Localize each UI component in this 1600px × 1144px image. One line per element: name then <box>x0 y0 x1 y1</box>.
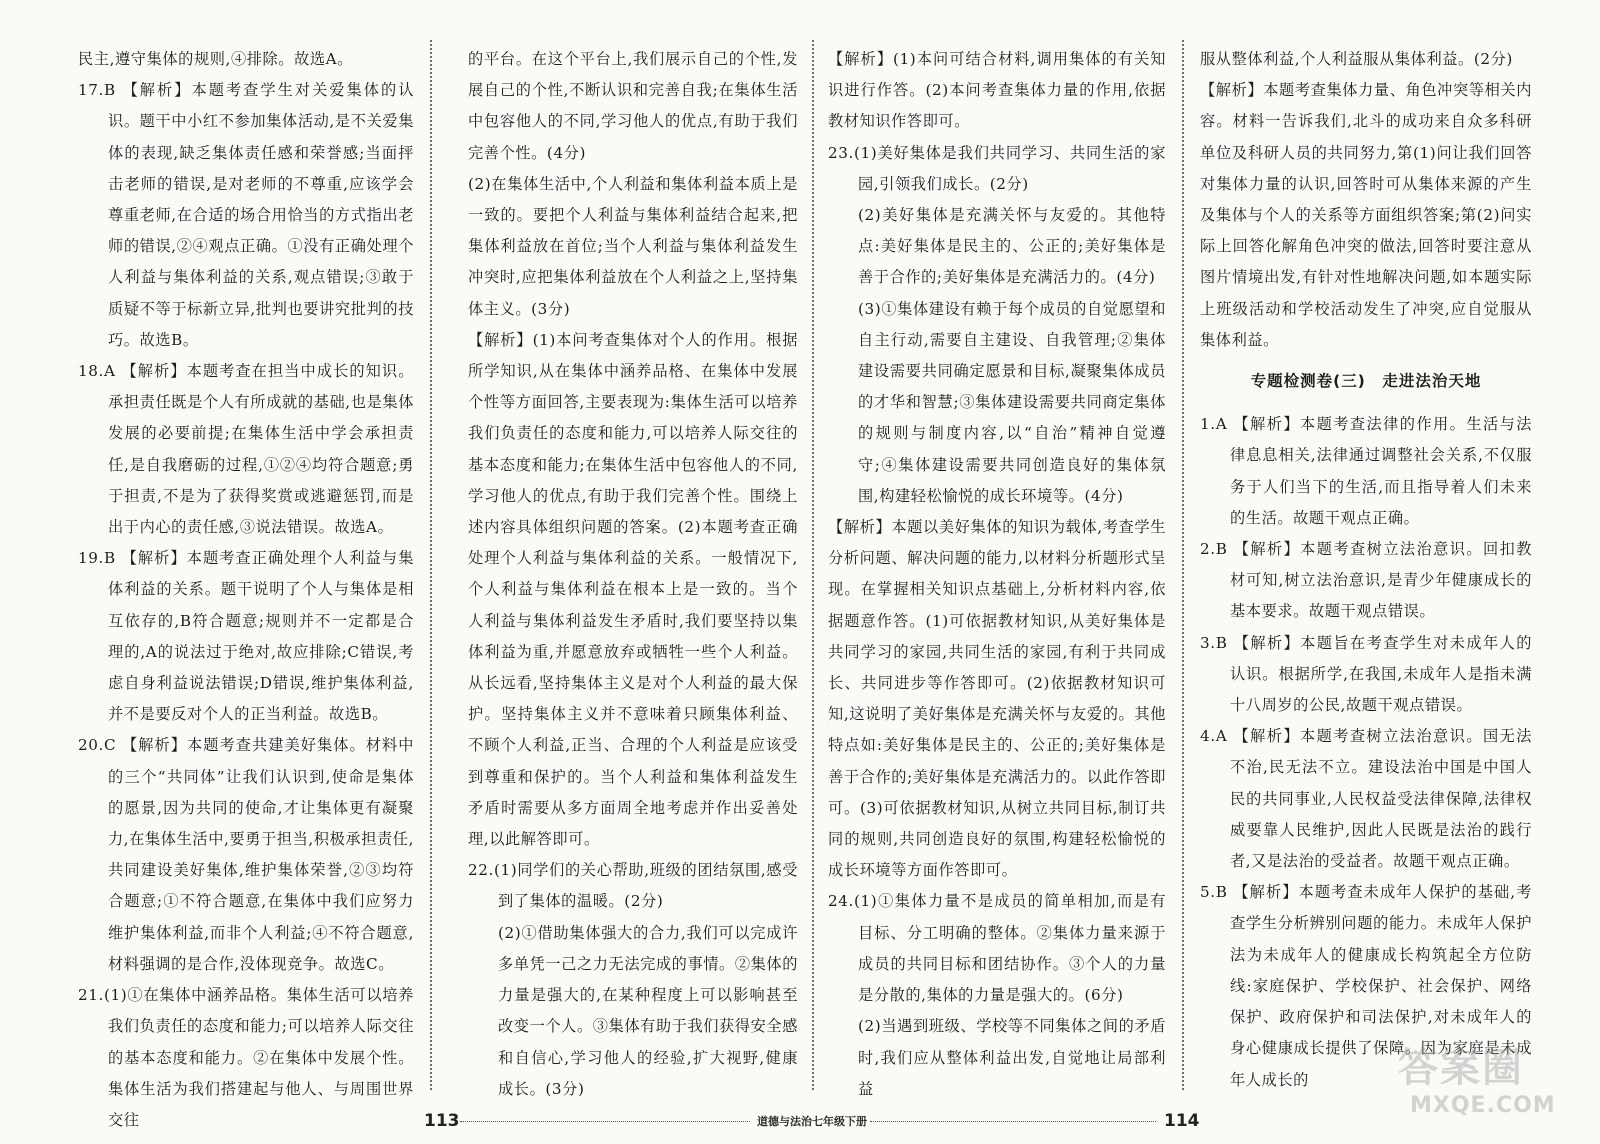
answer-paragraph: 18.A 【解析】本题考查在担当中成长的知识。承担责任既是个人有所成就的基础,也是集体发展的必要前提;在集体生活中学会承担责任,是自我磨砺的过程,①②④均符合题意;勇于担责,不是为了获得奖赏或逃避惩罚,而是出于内心的责任感,③说法错误。故选A。 <box>78 362 414 537</box>
footer-rule-right <box>870 1121 1156 1122</box>
page-footer <box>0 1111 1600 1141</box>
answer-paragraph: 服从整体利益,个人利益服从集体利益。(2分) <box>1200 50 1513 68</box>
page-number-left: 113 <box>424 1111 460 1131</box>
answer-paragraph: 【解析】本题考查集体力量、角色冲突等相关内容。材料一告诉我们,北斗的成功来自众多科研单位及科研人员的共同努力,第(1)问让我们回答对集体力量的认识,回答时可从集体来源的产生及集体与个人的关系等方面组织答案;第(2)问实际上回答化解角色冲突的做法,回答时要注意从图片情境出发,有针对性地解决问题,如本题实际上班级活动和学校活动发生了冲突,应自觉服从集体利益。 <box>1200 81 1532 349</box>
column-divider <box>430 40 432 1090</box>
answer-paragraph: 19.B 【解析】本题考查正确处理个人利益与集体利益的关系。题干说明了个人与集体是相互依存的,B符合题意;规则并不一定都是合理的,A的说法过于绝对,故应排除;C错误,考虑自身利益说法错误;D错误,维护集体利益,并不是要反对个人的正当利益。故选B。 <box>78 549 414 724</box>
column-3 <box>828 44 1166 1098</box>
answer-paragraph: 【解析】(1)本问可结合材料,调用集体的有关知识进行作答。(2)本问考查集体力量的作用,依据教材知识作答即可。 <box>828 50 1166 131</box>
answer-paragraph: 民主,遵守集体的规则,④排除。故选A。 <box>78 50 354 68</box>
section-title: 专题检测卷(三) 走进法治天地 <box>1250 372 1482 391</box>
answer-paragraph: (3)①集体建设有赖于每个成员的自觉愿望和自主行动,需要自主建设、自我管理;②集体建设需要共同确定愿景和目标,凝聚集体成员的才华和智慧;③集体建设需要共同商定集体的规则与制度内容,以“自治”精神自觉遵守;④集体建设需要共同创造良好的集体氛围,构建轻松愉悦的成长环境等。(4分) <box>858 299 1166 505</box>
answer-paragraph: 20.C 【解析】本题考查共建美好集体。材料中的三个“共同体”让我们认识到,使命是集体的愿景,因为共同的使命,才让集体更有凝聚力,在集体生活中,要勇于担当,积极承担责任,共同建设美好集体,维护集体荣誉,②③均符合题意;①不符合题意,在集体中我们应努力维护集体利益,而非个人利益;④不符合题意,材料强调的是合作,没体现竞争。故选C。 <box>78 736 414 973</box>
answer-paragraph: (2)当遇到班级、学校等不同集体之间的矛盾时,我们应从整体利益出发,自觉地让局部利益 <box>858 1017 1166 1098</box>
answer-paragraph: 23.(1)美好集体是我们共同学习、共同生活的家园,引领我们成长。(2分) <box>828 143 1166 193</box>
watermark-logo <box>1398 1044 1588 1132</box>
answer-paragraph: 【解析】(1)本问考查集体对个人的作用。根据所学知识,从在集体中涵养品格、在集体中发展个性等方面回答,主要表现为:集体生活可以培养我们负责任的态度和能力,可以培养人际交往的基本态度和能力;在集体生活中包容他人的不同,学习他人的优点,有助于我们完善个性。围绕上述内容具体组织问题的答案。(2)本题考查正确处理个人利益与集体利益的关系。一般情况下,个人利益与集体利益在根本上是一致的。当个人利益与集体利益发生矛盾时,我们要坚持以集体利益为重,并愿意放弃或牺牲一些个人利益。从长远看,坚持集体主义是对个人利益的最大保护。坚持集体主义并不意味着只顾集体利益、不顾个人利益,正当、合理的个人利益是应该受到尊重和保护的。当个人利益和集体利益发生矛盾时需要从多方面周全地考虑并作出妥善处理,以此解答即可。 <box>468 330 798 849</box>
answer-paragraph: 3.B 【解析】本题旨在考查学生对未成年人的认识。根据所学,在我国,未成年人是指未满十八周岁的公民,故题干观点错误。 <box>1200 633 1532 715</box>
book-title: 道德与法治七年级下册 <box>757 1115 867 1128</box>
answer-paragraph: 【解析】本题以美好集体的知识为载体,考查学生分析问题、解决问题的能力,以材料分析题形式呈现。在掌握相关知识点基础上,分析材料内容,依据题意作答。(1)可依据教材知识,从美好集体是共同学习的家园,共同生活的家园,有利于共同成长、共同进步等作答即可。(2)依据教材知识可知,这说明了美好集体是充满关怀与友爱的。其他特点如:美好集体是民主的、公正的;美好集体是善于合作的;美好集体是充满活力的。以此作答即可。(3)可依据教材知识,从树立共同目标,制订共同的规则,共同创造良好的氛围,构建轻松愉悦的成长环境等方面作答即可。 <box>828 518 1166 880</box>
watermark-top-text: 答案圈 <box>1398 1045 1524 1091</box>
answer-paragraph: (2)①借助集体强大的合力,我们可以完成许多单凭一己之力无法完成的事情。②集体的力量是强大的,在某种程度上可以影响甚至改变一个人。③集体有助于我们获得安全感和自信心,学习他人的经验,扩大视野,健康成长。(3分) <box>498 923 798 1098</box>
column-divider <box>812 40 814 1090</box>
watermark-bottom-text: MXQE.COM <box>1410 1093 1556 1118</box>
answer-paragraph: 4.A 【解析】本题考查树立法治意识。国无法不治,民无法不立。建设法治中国是中国人民的共同事业,人民权益受法律保障,法律权威要靠人民维护,因此人民既是法治的践行者,又是法治的受益者。故题干观点正确。 <box>1200 727 1532 871</box>
column-1 <box>78 44 414 1129</box>
answer-paragraph: 2.B 【解析】本题考查树立法治意识。回扣教材可知,树立法治意识,是青少年健康成长的基本要求。故题干观点错误。 <box>1200 540 1532 621</box>
column-4 <box>1200 44 1532 1089</box>
answer-paragraph: 22.(1)同学们的关心帮助,班级的团结氛围,感受到了集体的温暖。(2分) <box>468 861 798 911</box>
answer-paragraph: (2)在集体生活中,个人利益和集体利益本质上是一致的。要把个人利益与集体利益结合起来,把集体利益放在首位;当个人利益与集体利益发生冲突时,应把集体利益放在个人利益之上,坚持集体主义。(3分) <box>468 174 798 318</box>
answer-paragraph: 的平台。在这个平台上,我们展示自己的个性,发展自己的个性,不断认识和完善自我;在集体生活中包容他人的不同,学习他人的优点,有助于我们完善个性。(4分) <box>468 50 798 162</box>
answer-paragraph: 21.(1)①在集体中涵养品格。集体生活可以培养我们负责任的态度和能力;可以培养人际交往的基本态度和能力。②在集体中发展个性。集体生活为我们搭建起与他人、与周围世界交往 <box>78 986 414 1129</box>
answer-paragraph: (2)美好集体是充满关怀与友爱的。其他特点:美好集体是民主的、公正的;美好集体是善于合作的;美好集体是充满活力的。(4分) <box>858 206 1166 287</box>
page-number-right: 114 <box>1164 1111 1200 1131</box>
column-2 <box>468 44 798 1098</box>
column-divider <box>1182 40 1184 1090</box>
answer-paragraph: 5.B 【解析】本题考查未成年人保护的基础,考查学生分析辨别问题的能力。未成年人保护法为未成年人的健康成长构筑起全方位防线:家庭保护、学校保护、社会保护、网络保护、政府保护和司法保护,对未成年人的身心健康成长提供了保障。因为家庭是未成年人成长的 <box>1200 883 1532 1089</box>
answer-paragraph: 17.B 【解析】本题考查学生对关爱集体的认识。题干中小红不参加集体活动,是不关爱集体的表现,缺乏集体责任感和荣誉感;当面抨击老师的错误,是对老师的不尊重,应该学会尊重老师,在合适的场合用恰当的方式指出老师的错误,②④观点正确。①没有正确处理个人利益与集体利益的关系,观点错误;③敢于质疑不等于标新立异,批判也要讲究批判的技巧。故选B。 <box>78 81 414 349</box>
answer-paragraph: 24.(1)①集体力量不是成员的简单相加,而是有目标、分工明确的整体。②集体力量来源于成员的共同目标和团结协作。③个人的力量是分散的,集体的力量是强大的。(6分) <box>828 892 1166 1005</box>
footer-rule-left <box>460 1121 750 1122</box>
answer-paragraph: 1.A 【解析】本题考查法律的作用。生活与法律息息相关,法律通过调整社会关系,不仅服务于人们当下的生活,而且指导着人们未来的生活。故题干观点正确。 <box>1200 415 1532 527</box>
